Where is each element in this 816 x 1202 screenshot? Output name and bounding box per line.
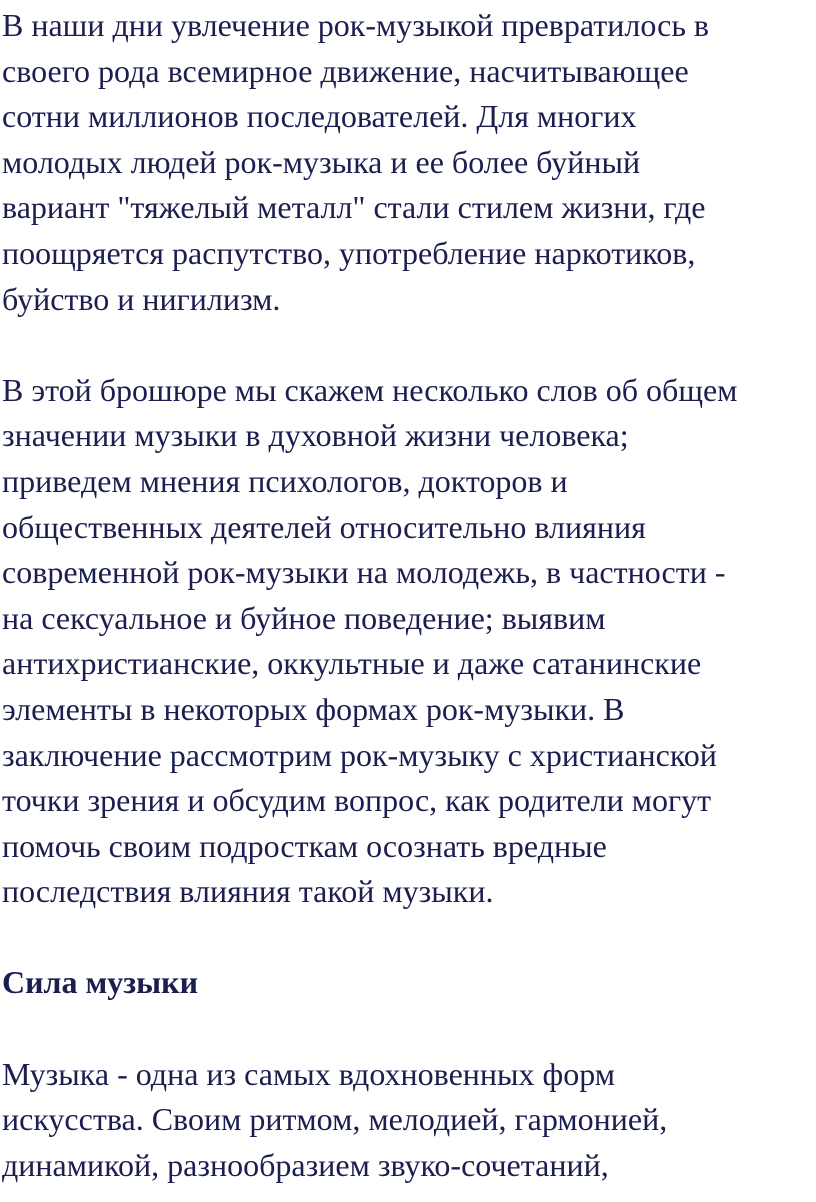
text-line: В этой брошюре мы скажем несколько слов об общем xyxy=(2,371,738,408)
text-line: заключение рассмотрим рок-музыку с христианской xyxy=(2,736,717,773)
text-line: поощряется распутство, употребление наркотиков, xyxy=(2,234,696,271)
text-line: искусства. Своим ритмом, мелодией, гармонией, xyxy=(2,1101,668,1138)
text-line: динамикой, разнообразием звуко-сочетаний, xyxy=(2,1146,609,1183)
text-line: значении музыки в духовной жизни человека; xyxy=(2,417,629,454)
text-line: последствия влияния такой музыки. xyxy=(2,873,494,910)
text-line: сотни миллионов последователей. Для многих xyxy=(2,98,637,135)
text-line: антихристианские, оккультные и даже сатанинские xyxy=(2,645,702,682)
text-line: буйство и нигилизм. xyxy=(2,280,281,317)
text-line: элементы в некоторых формах рок-музыки. В xyxy=(2,690,625,727)
text-line: на сексуальное и буйное поведение; выявим xyxy=(2,599,606,636)
text-line: общественных деятелей относительно влияния xyxy=(2,508,646,545)
text-line: вариант "тяжелый металл" стали стилем жизни, где xyxy=(2,189,706,226)
text-line: Музыка - одна из самых вдохновенных форм xyxy=(2,1055,616,1092)
text-line: помочь своим подросткам осознать вредные xyxy=(2,827,607,864)
text-line: своего рода всемирное движение, насчитывающее xyxy=(2,52,689,89)
text-line: точки зрения и обсудим вопрос, как родители могут xyxy=(2,782,712,819)
text-line: современной рок-музыки на молодежь, в частности - xyxy=(2,554,726,591)
text-line: приведем мнения психологов, докторов и xyxy=(2,462,568,499)
text-line: молодых людей рок-музыка и ее более буйный xyxy=(2,143,641,180)
section-heading: Сила музыки xyxy=(2,964,199,1001)
brochure-overview-paragraph xyxy=(2,368,816,915)
music-power-paragraph xyxy=(2,1052,816,1189)
text-line: В наши дни увлечение рок-музыкой превратилось в xyxy=(2,7,710,43)
intro-paragraph xyxy=(2,3,816,322)
